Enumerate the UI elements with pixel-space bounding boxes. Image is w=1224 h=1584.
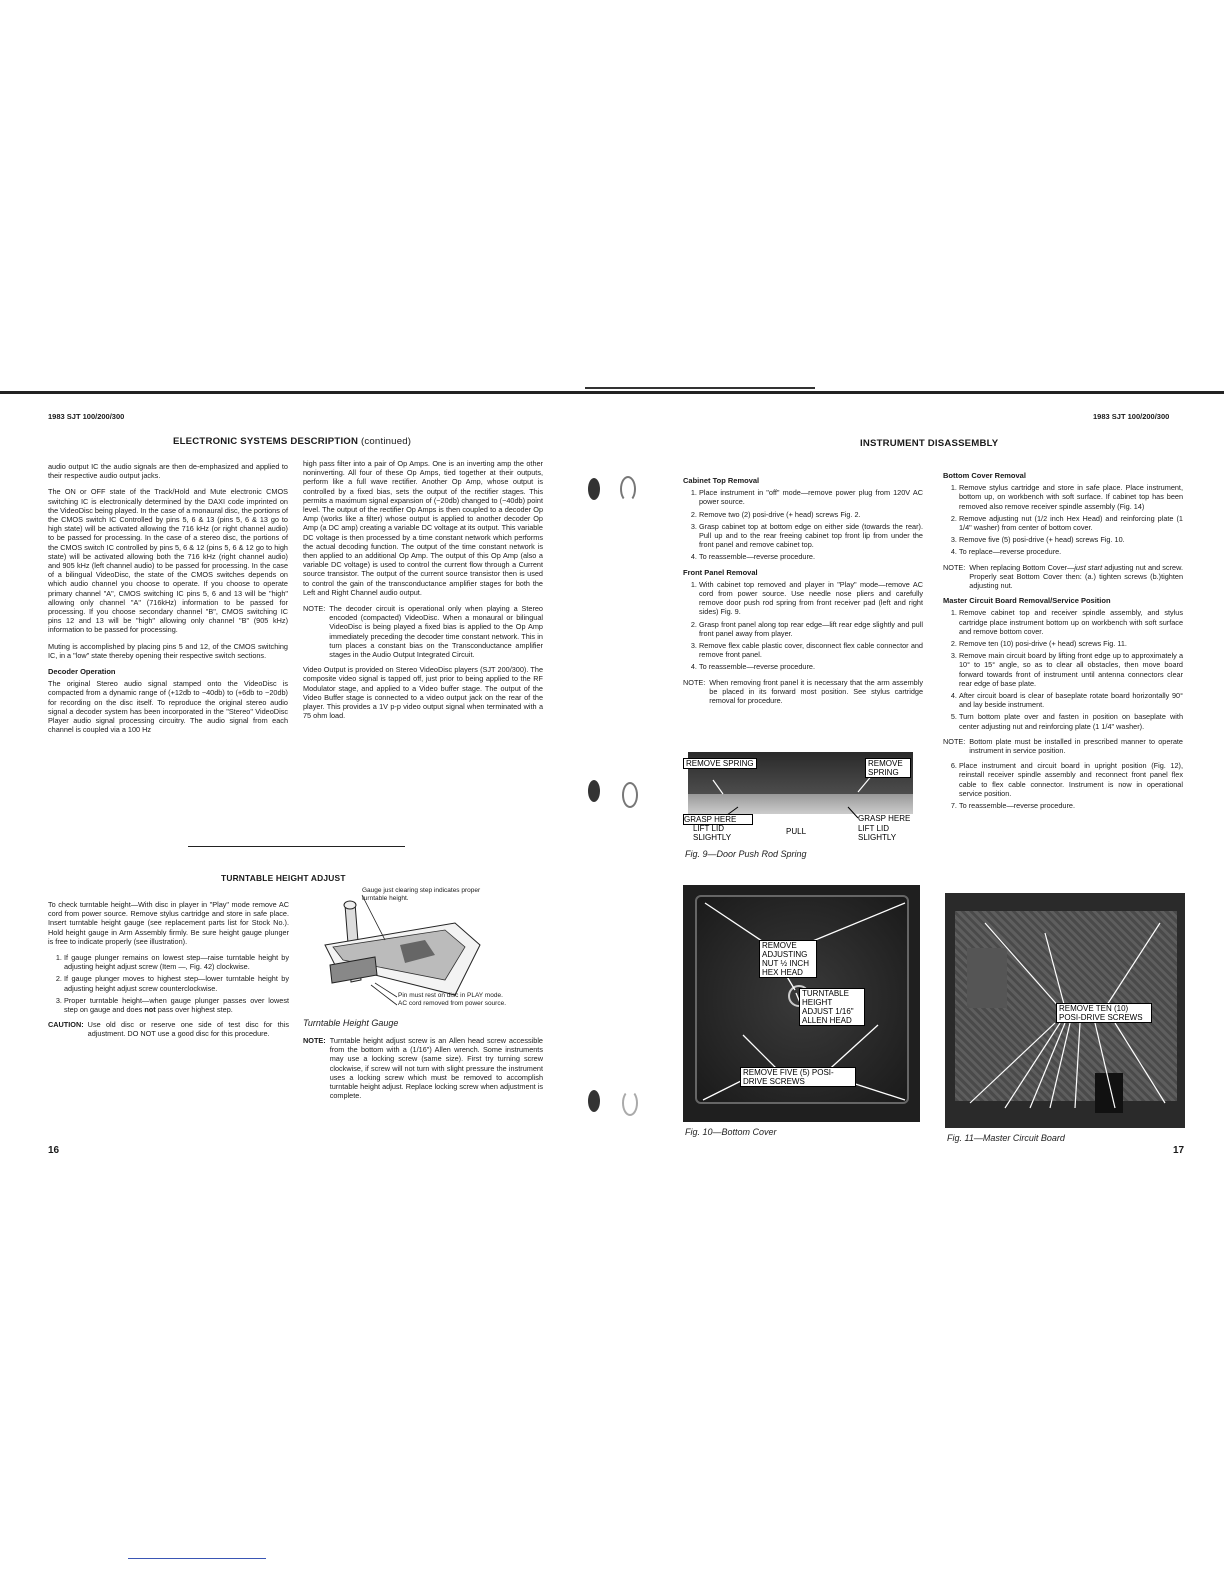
paragraph: high pass filter into a pair of Op Amps. One is an inverting amp the other noninverting. All four of these Op Amps, tied together at their outputs, perform like a full wave rectifier. Another Op Amp, whose output is controlled by a fixed bias, sets the output of the rectifier stages. This permits a maximum signal expansion of (−20db) changed to (−40db) point level. The output of the rectifier Op Amps is then coupled to a decoder Op Amp (works like a filter) whose output is applied to another decoder Op Amp (a DC amp) creating a variable DC voltage at its output. This variable DC voltage is then processed by a time constant network which performs the actual decoding function. The output of the time constant network is then applied to an additional Op Amp. The output of this Op Amp (also a variable DC voltage) is used to control the current flow through a Current source transistor. The output of the current source transistor then is used to control the gain of the transconductance amplifier stages for both the Left and Right Channel audio output. [303, 459, 543, 597]
list-item: 1. With cabinet top removed and player in "Play" mode—remove AC cord from power source. Use needle nose pliers and carefully remove door push rod spring from front receiver pad (left and right sides) Fig. 9. [699, 580, 923, 617]
note-label: NOTE: [943, 562, 966, 572]
fig9-photo [683, 752, 918, 842]
top-rule [0, 391, 1224, 394]
decoder-heading: Decoder Operation [48, 667, 116, 677]
paragraph: Video Output is provided on Stereo VideoDisc players (SJT 200/300). The composite video signal is tapped off, just prior to being applied to the RF Modulator stage, and applied to a Video buffer stage. The output of the Video Buffer stage is connected to a video output jack on the rear of the player. This provides a 1V p-p video output signal when terminated with a 75 ohm load. [303, 665, 543, 721]
turntable-steps [48, 953, 289, 1014]
caution-note [48, 1020, 289, 1038]
page-number-left: 16 [48, 1145, 60, 1156]
list-item: 2. Remove ten (10) posi-drive (+ head) screws Fig. 11. [959, 639, 1183, 648]
list-item: 4. To reassemble—reverse procedure. [699, 552, 923, 561]
left-column-2 [303, 459, 543, 727]
list-item: 6. Place instrument and circuit board in upright position (Fig. 12), reinstall receiver spindle assembly and reconnect front panel flex cable to flex cable connector. Instrument is now in operational service position. [959, 761, 1183, 798]
note-text-a: When replacing Bottom Cover— [969, 562, 1075, 572]
note-label: NOTE: [943, 736, 966, 746]
fig11-photo [945, 893, 1185, 1128]
turntable-note [303, 1036, 543, 1100]
turntable-column [48, 900, 289, 1045]
page-number-right: 17 [1173, 1145, 1185, 1156]
right-page-header: 1983 SJT 100/200/300 [1093, 412, 1170, 421]
step-emphasis: not [144, 1005, 156, 1015]
list-item: 4. After circuit board is clear of baseplate rotate board horizontally 90° and lay beside instrument. [959, 691, 1183, 709]
section-title-suffix: (continued) [360, 436, 412, 447]
binder-hole [588, 478, 600, 500]
pull-label: PULL [786, 827, 807, 836]
instrument-disassembly-title: INSTRUMENT DISASSEMBLY [860, 438, 999, 449]
note-text-emphasis: just start [1074, 562, 1103, 572]
note-text: The decoder circuit is operational only when playing a Stereo encoded (compacted) VideoDisc. When a monaural or bilingual VideoDisc is being played a fixed bias is applied to the Op Amp immediately preceding the decoder time constant network. This in turn places a constant bias on the Transconductance amplifier stages in the Audio Output Integrated Circuit. [329, 604, 543, 660]
top-rule-segment [585, 387, 815, 389]
right-column-2 [943, 465, 1183, 816]
binder-hole [622, 782, 638, 808]
binder-hole [588, 780, 600, 802]
list-item: 2. Remove two (2) posi-drive (+ head) screws Fig. 2. [699, 510, 923, 519]
list-item: 2. Remove adjusting nut (1/2 inch Hex Head) and reinforcing plate (1 1/4" washer) from center of bottom cover. [959, 514, 1183, 532]
master-note [943, 737, 1183, 755]
fig10-caption: Fig. 10—Bottom Cover [685, 1127, 777, 1137]
list-item: 5. Turn bottom plate over and fasten in position on baseplate with center adjusting nut and reinforcing plate (1 1/4" washer). [959, 712, 1183, 730]
list-item: 7. To reassemble—reverse procedure. [959, 801, 1183, 810]
fig9-caption: Fig. 9—Door Push Rod Spring [685, 849, 807, 859]
paragraph: Muting is accomplished by placing pins 5 and 12, of the CMOS switching IC, in a "low" state thereby opening their respective switch sections. [48, 641, 288, 660]
list-item: 1. If gauge plunger remains on lowest step—raise turntable height by adjusting height adjust screw (Item —, Fig. 42) clockwise. [64, 953, 289, 971]
remove-spring-left: REMOVE SPRING [683, 758, 757, 769]
turntable-height-adjust-label: TURNTABLE HEIGHT ADJUST 1/16" ALLEN HEAD [799, 988, 865, 1026]
list-item: 3. Remove five (5) posi-drive (+ head) screws Fig. 10. [959, 535, 1183, 544]
remove-five-screws-label: REMOVE FIVE (5) POSI-DRIVE SCREWS [740, 1067, 856, 1087]
turntable-title: TURNTABLE HEIGHT ADJUST [221, 873, 346, 883]
list-item: 1. Remove cabinet top and receiver spindle assembly, and stylus cartridge place instrument bottom up on workbench with soft surface and remove bottom cover. [959, 608, 1183, 636]
gauge-label-top: Gauge just clearing step indicates proper turntable height. [362, 887, 481, 902]
paragraph: To check turntable height—With disc in player in "Play" mode remove AC cord from power source. Remove stylus cartridge and store in safe place. Insert turntable height gauge (see replacement parts list for Stock No.). Hold height gauge in Arm Assembly firmly. Be sure height gauge plunger is free to indicate properly (see illustration). [48, 900, 289, 946]
list-item: 2. If gauge plunger moves to highest step—lower turntable height by adjusting height adjust screw counterclockwise. [64, 974, 289, 992]
section-title-text: ELECTRONIC SYSTEMS DESCRIPTION [173, 436, 359, 447]
master-heading: Master Circuit Board Removal/Service Position [943, 596, 1111, 606]
turntable-gauge-illustration [305, 885, 545, 1015]
front-panel-heading: Front Panel Removal [683, 567, 758, 577]
bottom-cover-note [943, 563, 1183, 591]
cabinet-heading: Cabinet Top Removal [683, 476, 760, 485]
note-text-b: adjusting nut and screw. Properly seat Bottom Cover then: (a.) tighten screws (b.)tighten adjusting nut. [969, 562, 1183, 591]
right-column-1 [683, 470, 923, 711]
note-text [969, 563, 1183, 591]
remove-spring-right: REMOVE SPRING [865, 758, 911, 778]
fig10-photo [683, 885, 920, 1122]
lift-lid-right: LIFT LID SLIGHTLY [858, 824, 897, 842]
paragraph: The ON or OFF state of the Track/Hold and Mute electronic CMOS switching IC is electronically determined by the DAXI code imprinted on the VideoDisc being played. In the case of a monaural disc, the portions of the CMOS switch IC Controlled by pins 5, 6 & 13 (pins 5, 6 & 13 go to high state) will be activated allowing the 716 kHz (or right channel audio) to be passed for processing. In the case of a stereo disc, the portions of the CMOS switch IC controlled by pins 5, 6 & 12 (pins 5, 6 & 12 go to high state) will be activated allowing both the 716 kHz (right channel audio) and 905 kHz (left channel audio) to be passed for processing. In the case of a bilingual VideoDisc, the state of the CMOS switches depends on which audio channel you choose to operate. If you choose to operate primary channel "A", CMOS switching IC pins 5, 6 and 13 will be "high" allowing only channel "A" (716kHz) information to be passed for processing. If you choose secondary channel "B", CMOS switching IC pins 12 and 13 will be "high" allowing only channel "B" (905 kHz) information to be passed for processing. [48, 487, 288, 635]
lift-lid-left: LIFT LID SLIGHTLY [693, 824, 732, 842]
bottom-link-rule [128, 1558, 266, 1559]
binder-hole [620, 476, 636, 502]
turntable-note-block [303, 1032, 543, 1106]
binder-hole [588, 1090, 600, 1112]
gauge-label-pin: Pin must rest on disc in PLAY mode. [398, 992, 503, 999]
gauge-label-ac: AC cord removed from power source. [398, 1000, 507, 1007]
left-column-1 [48, 462, 288, 741]
note-label: NOTE: [683, 677, 706, 687]
list-item: 3. Remove main circuit board by lifting front edge up to approximately a 10° to 15° angle, so as to clear all obstacles, then move board forward towards front of instrument until antenna connectors clear rear edge of base plate. [959, 651, 1183, 688]
list-item [64, 996, 289, 1014]
electronic-systems-title [173, 436, 411, 447]
list-item: 1. Remove stylus cartridge and store in safe place. Place instrument, bottom up, on workbench with soft surface. If cabinet top has been removed also remove receiver spindle assembly (Fig. 14) [959, 483, 1183, 511]
master-steps [943, 608, 1183, 730]
note-text: Turntable height adjust screw is an Allen head screw accessible from the bottom with a (1/16") Allen wrench. Some instruments may use a locking screw (same size). First try turning screw clockwise, if screw will not turn with slight pressure the instrument uses a locking screw which must be removed to accomplish turntable height adjust. Replace locking screw when adjustment is complete. [329, 1036, 543, 1101]
bottom-cover-heading: Bottom Cover Removal [943, 471, 1026, 480]
divider [188, 846, 405, 847]
paragraph: The original Stereo audio signal stamped onto the VideoDisc is compacted from a dynamic range of (+12db to −40db) to (+6db to −20db) for recording on the disc itself. To reproduce the original stereo audio signal a decoder system has been incorporated in the "Stereo" VideoDisc Player audio signal processing circuitry. The audio signal from each channel is coupled via a 100 Hz [48, 679, 288, 735]
left-page-header: 1983 SJT 100/200/300 [48, 412, 125, 421]
fig11-caption: Fig. 11—Master Circuit Board [947, 1133, 1065, 1143]
cabinet-steps [683, 488, 923, 561]
binder-hole [622, 1090, 638, 1116]
step-text-tail: pass over highest step. [157, 1005, 233, 1015]
master-steps-continued [943, 761, 1183, 810]
remove-adjusting-nut-label: REMOVE ADJUSTING NUT ½ INCH HEX HEAD [759, 940, 817, 978]
note-label: NOTE: [303, 604, 326, 614]
note-label: NOTE: [303, 1036, 326, 1045]
decoder-note [303, 604, 543, 659]
caution-label: CAUTION: [48, 1020, 84, 1030]
list-item: 4. To replace—reverse procedure. [959, 547, 1183, 556]
note-text: Bottom plate must be installed in prescribed manner to operate instrument in service position. [969, 736, 1183, 756]
gauge-caption: Turntable Height Gauge [303, 1018, 399, 1028]
remove-ten-screws-label: REMOVE TEN (10) POSI-DRIVE SCREWS [1056, 1003, 1152, 1023]
front-panel-note [683, 678, 923, 706]
grasp-here-right: GRASP HERE [858, 814, 911, 823]
list-item: 2. Grasp front panel along top rear edge—lift rear edge slightly and pull front panel away from player. [699, 620, 923, 638]
paragraph: audio output IC the audio signals are then de-emphasized and applied to their respective audio output jacks. [48, 462, 288, 481]
list-item: 3. Remove flex cable plastic cover, disconnect flex cable connector and remove front panel. [699, 641, 923, 659]
note-text: When removing front panel it is necessary that the arm assembly be placed in its forward most position. See stylus cartridge removal for procedure. [709, 677, 923, 706]
grasp-here-left: GRASP HERE [683, 814, 753, 825]
list-item: 3. Grasp cabinet top at bottom edge on either side (towards the rear). Pull up and to the rear freeing cabinet top front lip from under the front panel and remove cabinet top. [699, 522, 923, 550]
list-item: 4. To reassemble—reverse procedure. [699, 662, 923, 671]
bottom-cover-steps [943, 483, 1183, 556]
list-item: 1. Place instrument in "off" mode—remove power plug from 120V AC power source. [699, 488, 923, 506]
front-panel-steps [683, 580, 923, 672]
step-text: Proper turntable height—when gauge plunger passes over lowest step on gauge and does [64, 995, 289, 1015]
caution-text: Use old disc or reserve one side of test disc for this adjustment. DO NOT use a good disc for this procedure. [87, 1020, 289, 1039]
